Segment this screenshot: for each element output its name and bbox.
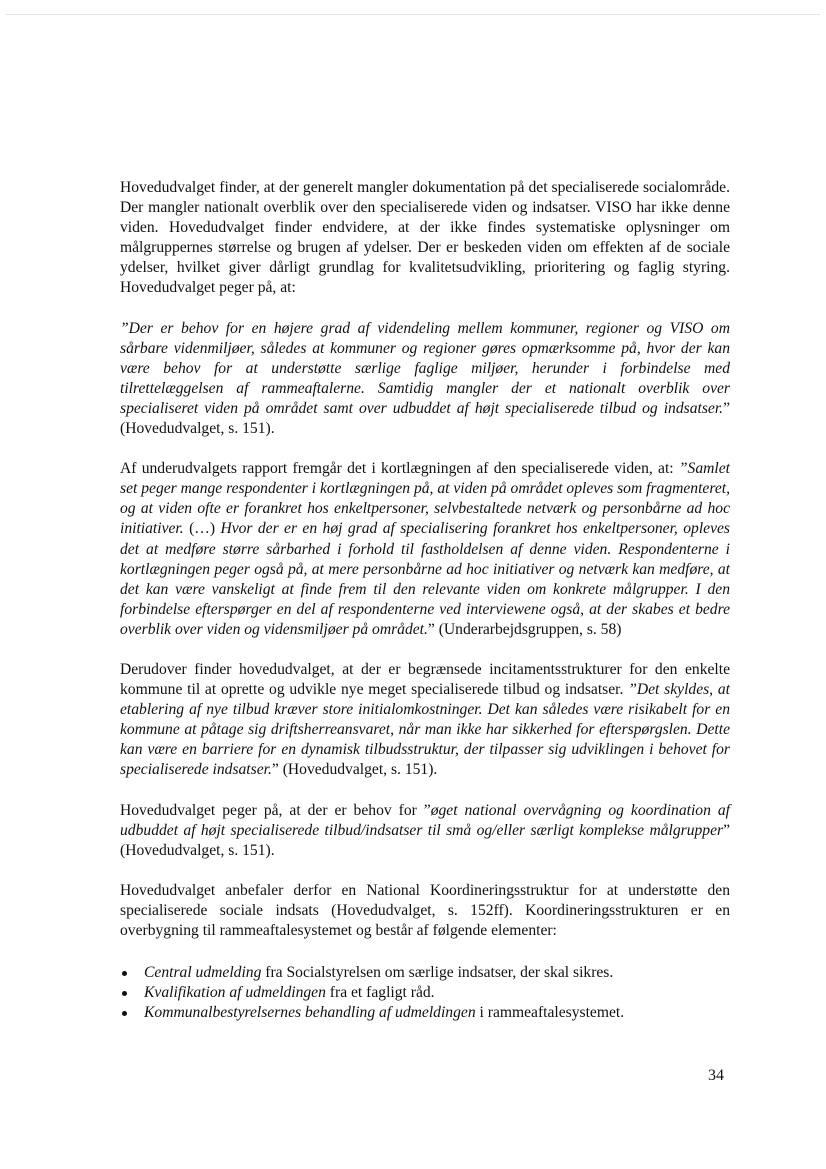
italic-quote-text: ”Der er behov for en højere grad af videndeling mellem kommuner, regioner og VISO om sårbare videnmiljøer, således at kommuner og regioner gøres opmærksomme på, hvor der kan være behov for at understøtte særlige faglige miljøer, herunder i forbindelse med tilrettelæggelsen af rammeaftalerne. Samtidig mangler der et nationalt overblik over specialiseret viden på området samt over udbuddet af højt specialiserede tilbud og indsatser. bbox=[120, 319, 730, 417]
body-text: Derudover finder hovedudvalget, at der er begrænsede incitamentsstrukturer for den enkelte kommune til at oprette og udvikle nye meget specialiserede tilbud og indsatser. bbox=[120, 660, 730, 699]
body-text: ” (Underarbejdsgruppen, s. 58) bbox=[427, 620, 622, 638]
italic-quote-text: ”Det skyldes, at etablering af nye tilbud kræver store initialomkostninger. Det kan således være risikabelt for en kommune at påtage sig driftsherreansvaret, når man ikke har sikkerhed for efterspørgslen. Dette kan være en barriere for en dynamisk tilbudsstruktur, der tilpasser sig udviklingen i behovet for specialiserede indsatser. bbox=[120, 681, 730, 779]
scan-edge-line bbox=[6, 14, 820, 15]
italic-quote-text: ”Samlet set peger mange respondenter i kortlægningen på, at viden på området opleves som fragmenteret, og at viden ofte er forankret hos enkeltpersoner, selvbestaltede netværk og personbårne ad hoc initiativer. bbox=[120, 460, 730, 538]
bullet-item-emphasis: Central udmelding bbox=[144, 964, 262, 982]
paragraph bbox=[120, 881, 730, 941]
italic-quote-text: Hvor der er en høj grad af specialisering forankret hos enkeltpersoner, opleves det at medføre større sårbarhed i forhold til fastholdelsen af denne viden. Respondenterne i kortlægningen peger også på, at mere personbårne ad hoc initiativer og netværk kan medføre, at det kan være vanskeligt at finde frem til den relevante viden om konkrete målgrupper. I den forbindelse efterspørger en del af respondenterne ved interviewene også, at der skabes et bedre overblik over viden og vidensmiljøer på området. bbox=[120, 520, 730, 638]
bullet-item-emphasis: Kommunalbestyrelsernes behandling af udmeldingen bbox=[144, 1004, 476, 1022]
bullet-item-text: fra Socialstyrelsen om særlige indsatser, der skal sikres. bbox=[261, 964, 614, 982]
body-text: Hovedudvalget finder, at der generelt mangler dokumentation på det specialiserede socialområde. Der mangler nationalt overblik over den specialiserede viden og indsatser. VISO har ikke denne viden. Hovedudvalget finder endvidere, at der ikke findes systematiske oplysninger om målgruppernes størrelse og brugen af ydelser. Der er beskeden viden om effekten af de sociale ydelser, hvilket giver dårligt grundlag for kvalitetsudvikling, prioritering og faglig styring. Hovedudvalget peger på, at: bbox=[120, 179, 730, 297]
bullet-item bbox=[120, 963, 730, 983]
paragraph-with-quote bbox=[120, 660, 730, 781]
bullet-item bbox=[120, 983, 730, 1003]
italic-quote-text: øget national overvågning og koordination af udbuddet af højt specialiserede tilbud/indsatser til små og/eller særligt komplekse målgrupper bbox=[120, 801, 730, 839]
bullet-item bbox=[120, 1003, 730, 1023]
bullet-item-text: fra et fagligt råd. bbox=[325, 984, 435, 1002]
paragraph bbox=[120, 178, 730, 299]
bullet-list bbox=[120, 963, 730, 1023]
bullet-item-emphasis: Kvalifikation af udmeldingen bbox=[144, 984, 326, 1002]
body-text: (…) bbox=[189, 520, 221, 538]
bullet-item-text: i rammeaftalesystemet. bbox=[475, 1004, 625, 1022]
paragraph-with-quote bbox=[120, 459, 730, 640]
quote-paragraph bbox=[120, 319, 730, 440]
body-text: Hovedudvalget anbefaler derfor en National Koordineringsstruktur for at understøtte den specialiserede sociale indsats (Hovedudvalget, s. 152ff). Koordineringsstrukturen er en overbygning til rammeaftalesystemet og består af følgende elementer: bbox=[120, 881, 730, 939]
body-text: Hovedudvalget peger på, at der er behov for ” bbox=[120, 801, 431, 819]
body-text: Af underudvalgets rapport fremgår det i kortlægningen af den specialiserede viden, at: bbox=[120, 460, 679, 478]
bullet-icon bbox=[122, 991, 127, 996]
body-text: ” (Hovedudvalget, s. 151). bbox=[271, 761, 438, 779]
page-body bbox=[120, 178, 730, 1023]
page-number: 34 bbox=[708, 1067, 724, 1084]
bullet-icon bbox=[122, 1011, 127, 1016]
paragraph-with-quote bbox=[120, 801, 730, 861]
body-text: ” (Hovedudvalget, s. 151). bbox=[120, 399, 730, 438]
body-text: ” (Hovedudvalget, s. 151). bbox=[120, 821, 730, 859]
bullet-icon bbox=[122, 971, 127, 976]
